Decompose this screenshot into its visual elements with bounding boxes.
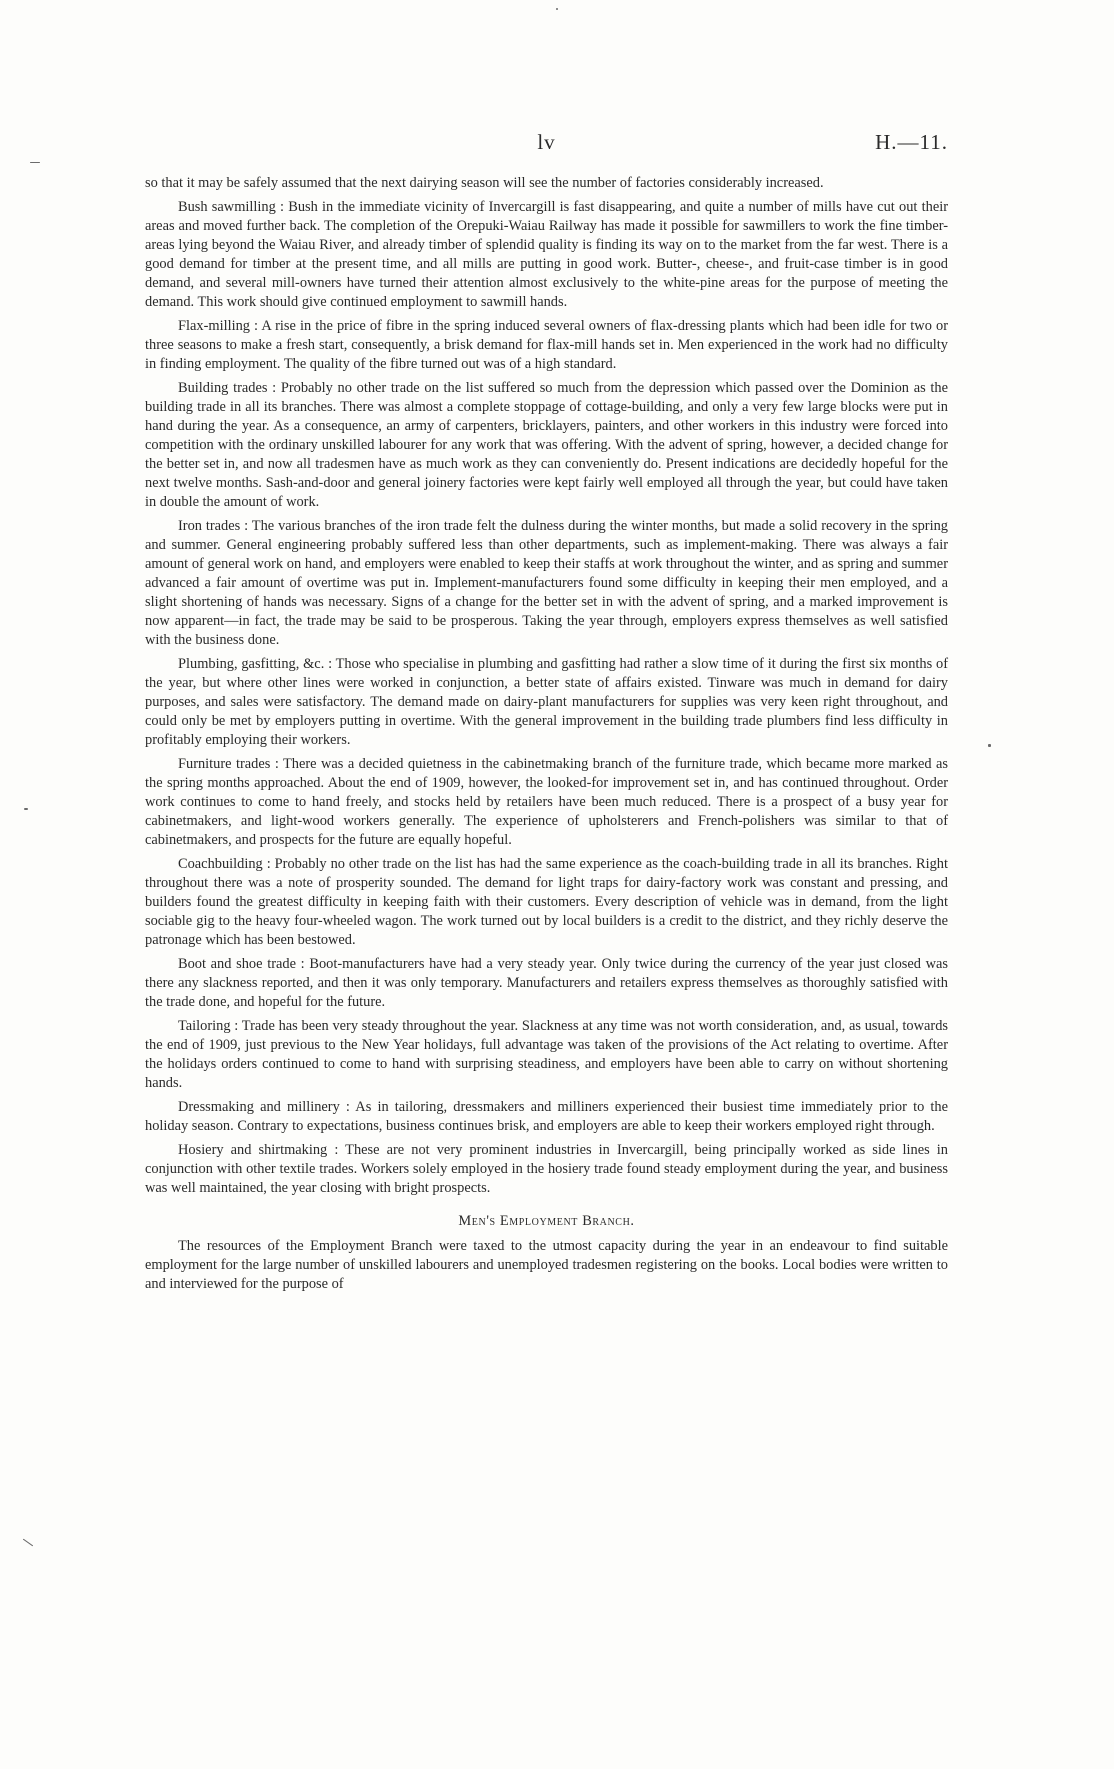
paragraph-body: Those who specialise in plumbing and gasfitting had rather a slow time of it during the first six months of the year, but where other lines were worked in conjunction, a better state of affairs existed. Tinware was much in demand for dairy purposes, and sales were satisfactory. The demand made on dairy-plant manufacturers for supplies was very keen right throughout, and could only be met by employers putting in overtime. With the general improvement in the building trade plumbers find less difficulty in profitably employing their workers.: [145, 656, 949, 748]
section-heading: Men's Employment Branch.: [458, 1213, 635, 1229]
paragraph-lead: Hosiery and shirtmaking :: [178, 1142, 346, 1158]
paragraph-dressmaking: [145, 1098, 948, 1136]
paragraph-body: Boot-manufacturers have had a very steady year. Only twice during the currency of the year just closed was there any slackness reported, and then it was only temporary. Manufacturers and retailers express themselves as thoroughly satisfied with the trade done, and hopeful for the future.: [145, 956, 949, 1010]
scan-speck: [24, 808, 28, 810]
scan-speck: [988, 744, 991, 747]
paragraph-lead: Coachbuilding :: [178, 856, 275, 872]
paragraph-body: There was a decided quietness in the cabinetmaking branch of the furniture trade, which became more marked as the spring months approached. About the end of 1909, however, the looked-for improvement set in, and has continued throughout. Order work continues to come to hand freely, and stocks held by retailers have been much reduced. There is a prospect of a busy year for cabinetmakers, and light-wood workers generally. The experience of upholsterers and French-polishers was similar to that of cabinetmakers, and prospects for the future are equally hopeful.: [145, 756, 949, 848]
paragraph-body: As in tailoring, dressmakers and milliners experienced their busiest time immediately prior to the holiday season. Contrary to expectations, business continues brisk, and employers are able to keep their workers employed right through.: [145, 1099, 948, 1134]
paragraph-tailoring: [145, 1017, 948, 1093]
paragraph-lead: Plumbing, gasfitting, &c. :: [178, 656, 336, 672]
paragraph-lead: Boot and shoe trade :: [178, 956, 310, 972]
paragraph-lead: Building trades :: [178, 380, 281, 396]
paragraph-building-trades: [145, 379, 948, 512]
paragraph-plumbing: [145, 655, 948, 750]
scan-speck: [30, 162, 40, 163]
paragraph-lead: Furniture trades :: [178, 756, 284, 772]
paragraph-body: These are not very prominent industries in Invercargill, being principally worked as side lines in conjunction with other textile trades. Workers solely employed in the hosiery trade found steady employment during the year, and business was well maintained, the year closing with bright prospects.: [145, 1142, 949, 1196]
paragraph-continued: [145, 174, 948, 193]
paragraph-lead: Dressmaking and millinery :: [178, 1099, 356, 1115]
paragraph-boot-and-shoe: [145, 955, 948, 1012]
page-number: lv: [537, 130, 556, 154]
document-reference: H.—11.: [875, 130, 948, 154]
paragraph-lead: Bush sawmilling :: [178, 199, 289, 215]
paragraph-iron-trades: [145, 517, 948, 650]
paragraph-body: Probably no other trade on the list suffered so much from the depression which passed over the Dominion as the building trade in all its branches. There was almost a complete stoppage of cottage-building, and only a very few large blocks were put in hand during the year. As a consequence, an army of carpenters, bricklayers, painters, and other workers in this industry were forced into competition with the ordinary unskilled labourer for any work that was offering. With the advent of spring, however, a decided change for the better set in, and now all tradesmen have as much work as they can conveniently do. Present indications are decidedly hopeful for the next twelve months. Sash-and-door and general joinery factories were kept fairly well employed all through the year, but could have taken in double the amount of work.: [145, 380, 948, 510]
scan-speck: [556, 8, 558, 10]
paragraph-hosiery: [145, 1141, 948, 1198]
paragraph-body: Bush in the immediate vicinity of Invercargill is fast disappearing, and quite a number of mills have cut out their areas and moved further back. The completion of the Orepuki-Waiau Railway has made it possible for sawmillers to work the fine timber-areas lying beyond the Waiau River, and already timber of splendid quality is finding its way on to the market from the far west. There is a good demand for timber at the present time, and all mills are putting in good work. Butter-, cheese-, and fruit-case timber is in good demand, and several mill-owners have turned their attention almost exclusively to the white-pine areas for the purpose of meeting the demand. This work should give continued employment to sawmill hands.: [145, 199, 949, 310]
scan-speck: [23, 1539, 33, 1547]
paragraph-lead: Flax-milling :: [178, 318, 262, 334]
paragraph-body: A rise in the price of fibre in the spring induced several owners of flax-dressing plants which had been idle for two or three seasons to make a fresh start, consequently, a brisk demand for flax-mill hands set in. Men experienced in the work had no difficulty in finding employment. The quality of the fibre turned out was of a high standard.: [145, 318, 948, 372]
paragraph-body: The various branches of the iron trade felt the dulness during the winter months, but made a solid recovery in the spring and summer. General engineering probably suffered less than other departments, such as implement-making. There was always a fair amount of general work on hand, and employers were enabled to keep their staffs at work throughout the winter, and as spring and summer advanced a fair amount of overtime was put in. Implement-manufacturers found some difficulty in keeping their men employed, and a slight shortening of hands was necessary. Signs of a change for the better set in with the advent of spring, and a marked improvement is now apparent—in fact, the trade may be said to be prosperous. Taking the year through, employers express themselves as well satisfied with the business done.: [145, 518, 948, 648]
page-header: [145, 130, 948, 156]
paragraph-body: Probably no other trade on the list has had the same experience as the coach-building trade in all its branches. Right throughout there was a note of prosperity sounded. The demand for light traps for dairy-factory work was constant and pressing, and builders found the greatest difficulty in keeping faith with their customers. Every description of vehicle was in demand, from the light sociable gig to the heavy four-wheeled wagon. The work turned out by local builders is a credit to the district, and they richly deserve the patronage which has been bestowed.: [145, 856, 948, 948]
body-text: [145, 174, 948, 1299]
paragraph-lead: Tailoring :: [178, 1018, 242, 1034]
paragraph-lead: Iron trades :: [178, 518, 252, 534]
paragraph-furniture-trades: [145, 755, 948, 850]
paragraph-flax-milling: [145, 317, 948, 374]
paragraph-body: so that it may be safely assumed that the next dairying season will see the number of factories considerably increased.: [145, 175, 824, 191]
paragraph-coachbuilding: [145, 855, 948, 950]
paragraph-employment-branch: The resources of the Employment Branch were taxed to the utmost capacity during the year in an endeavour to find suitable employment for the large number of unskilled labourers and unemployed tradesmen registering on the books. Local bodies were written to and interviewed for the purpose of: [145, 1238, 948, 1292]
paragraph-body: Trade has been very steady throughout the year. Slackness at any time was not worth consideration, and, as usual, towards the end of 1909, just previous to the New Year holidays, full advantage was taken of the provisions of the Act relating to overtime. After the holidays orders continued to come to hand with surprising steadiness, and employers have been able to carry on without shortening hands.: [145, 1018, 948, 1091]
paragraph-bush-sawmilling: [145, 198, 948, 312]
